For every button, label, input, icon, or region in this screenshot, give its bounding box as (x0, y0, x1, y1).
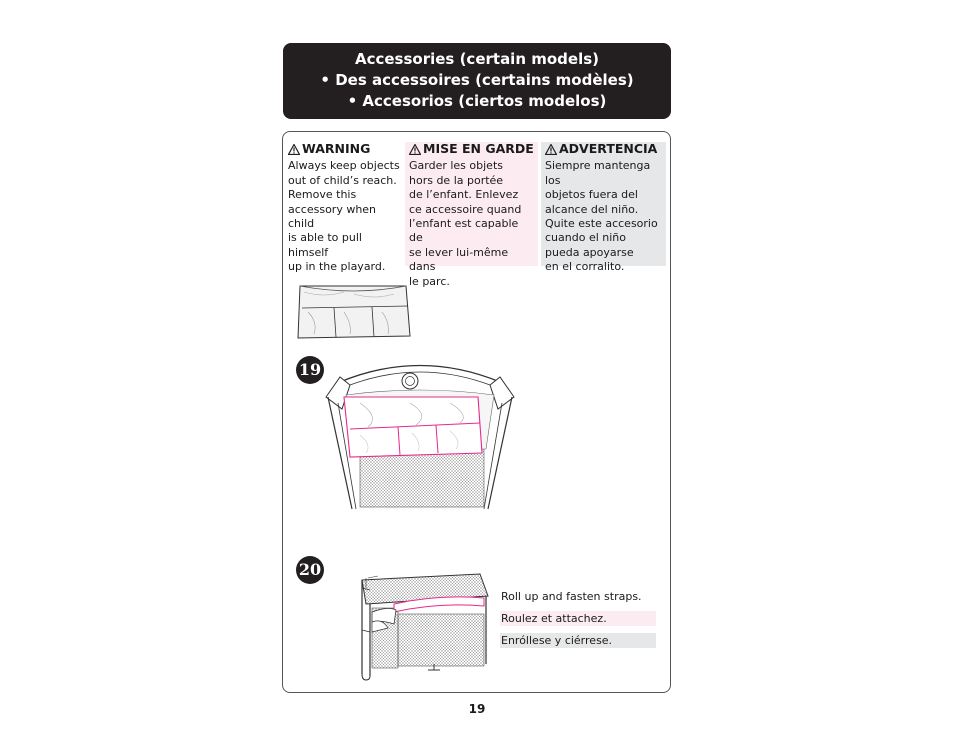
step-20-text-french: Roulez et attachez. (500, 611, 656, 626)
warning-triangle-icon (409, 144, 421, 155)
section-header (283, 43, 671, 119)
warning-body: Siempre mantenga los objetos fuera del alcance del niño. Quite este accesorio cuando el niño pueda apoyarse en el corralito. (545, 159, 658, 274)
warning-english (284, 142, 404, 275)
page-number: 19 (468, 702, 486, 716)
warning-triangle-icon (288, 144, 300, 155)
warning-title: MISE EN GARDE (423, 141, 534, 156)
header-line-english: Accessories (certain models) (354, 50, 599, 68)
warning-body: Garder les objets hors de la portée de l’enfant. Enlevez ce accessoire quand l’enfant est capable de se lever lui-même dans le parc. (409, 159, 522, 288)
header-line-french: • Des accessoires (certains modèles) (320, 71, 634, 89)
step-19-illustration (320, 357, 520, 517)
step-20-text-spanish: Enróllese y ciérrese. (500, 633, 656, 648)
step-20-illustration (358, 570, 492, 682)
warning-french (405, 141, 538, 288)
warning-title: ADVERTENCIA (559, 141, 658, 156)
warning-triangle-icon (545, 144, 557, 155)
step-number-badge: 19 (296, 356, 324, 384)
warning-body: Always keep objects out of child’s reach. Remove this accessory when child is able to pull himself up in the playard. (288, 159, 400, 274)
organizer-accessory-illustration (294, 282, 414, 342)
step-20-text-english: Roll up and fasten straps. (501, 590, 642, 603)
header-line-spanish: • Accesorios (ciertos modelos) (347, 92, 607, 110)
warning-title: WARNING (302, 141, 371, 156)
step-number-badge: 20 (296, 556, 324, 584)
warning-spanish (541, 141, 666, 274)
